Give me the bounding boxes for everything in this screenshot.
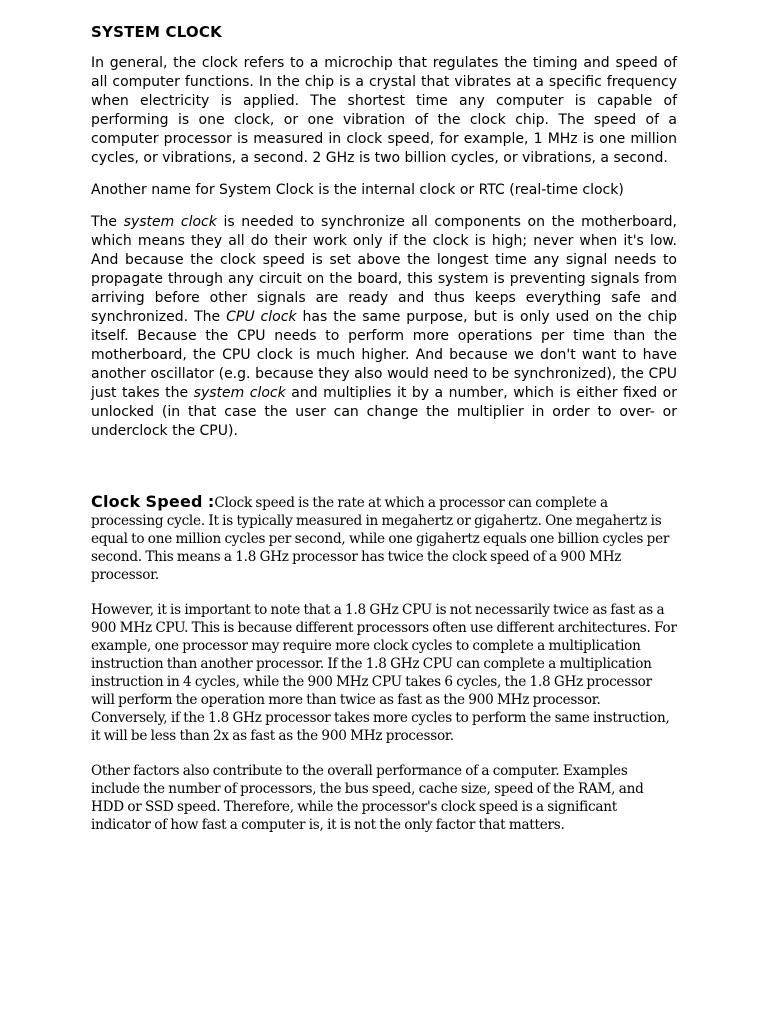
intro-paragraph: In general, the clock refers to a microchip that regulates the timing and speed of all computer functions. In the chip is a crystal that vibrates at a specific frequency when electricity is applied. The shortest time any computer is capable of performing is one clock, or one vibration of the clock chip. The speed of a computer processor is measured in clock speed, for example, 1 MHz is one million cycles, or vibrations, a second. 2 GHz is two billion cycles, or vibrations, a second. <box>91 55 677 166</box>
document-body <box>91 22 677 851</box>
text-run: has the same purpose, but is only used on the chip itself. Because the CPU needs to perform more operations per time than the motherboard, the CPU clock is much higher. And because we don't want to have another oscillator (e.g. because they also would need to be synchronized), the CPU just takes the <box>91 309 677 401</box>
text-run: and multiplies it by a number, which is either fixed or unlocked (in that case the user can change the multiplier in order to over- or underclock the CPU). <box>91 385 677 439</box>
emphasis-cpu-clock: CPU clock <box>226 309 297 325</box>
rtc-paragraph: Another name for System Clock is the internal clock or RTC (real-time clock) <box>91 182 624 198</box>
emphasis-system-clock: system clock <box>123 214 217 230</box>
section-spacer <box>91 441 677 493</box>
text-run: The <box>91 214 124 230</box>
emphasis-system-clock: system clock <box>193 385 286 401</box>
system-clock-paragraph <box>91 213 677 441</box>
architecture-paragraph: However, it is important to note that a 1.8 GHz CPU is not necessarily twice as fast as a 900 MHz CPU. This is because different processors often use different architectures. For example, one processor may require more clock cycles to complete a multiplication instruction than another processor. If the 1.8 GHz CPU can complete a multiplication instruction in 4 cycles, while the 900 MHz CPU takes 6 cycles, the 1.8 GHz processor will perform the operation more than twice as fast as the 900 MHz processor. Conversely, if the 1.8 GHz processor takes more cycles to perform the same instruction, it will be less than 2x as fast as the 900 MHz processor. <box>91 602 677 744</box>
clock-speed-paragraph <box>91 493 677 584</box>
page-title: SYSTEM CLOCK <box>91 23 222 41</box>
clock-speed-text: Clock speed is the rate at which a processor can complete a processing cycle. It is typically measured in megahertz or gigahertz. One megahertz is equal to one million cycles per second, while one gigahertz equals one billion cycles per second. This means a 1.8 GHz processor has twice the clock speed of a 900 MHz processor. <box>91 495 670 583</box>
other-factors-paragraph: Other factors also contribute to the overall performance of a computer. Examples include the number of processors, the bus speed, cache size, speed of the RAM, and HDD or SSD speed. Therefore, while the processor's clock speed is a significant indicator of how fast a computer is, it is not the only factor that matters. <box>91 763 644 833</box>
clock-speed-heading: Clock Speed : <box>91 492 215 511</box>
text-run: is needed to synchronize all components on the motherboard, which means they all do their work only if the clock is high; never when it's low. And because the clock speed is set above the longest time any signal needs to propagate through any circuit on the board, this system is preventing signals from arriving before other signals are ready and thus keeps everything safe and synchronized. The <box>91 214 677 325</box>
